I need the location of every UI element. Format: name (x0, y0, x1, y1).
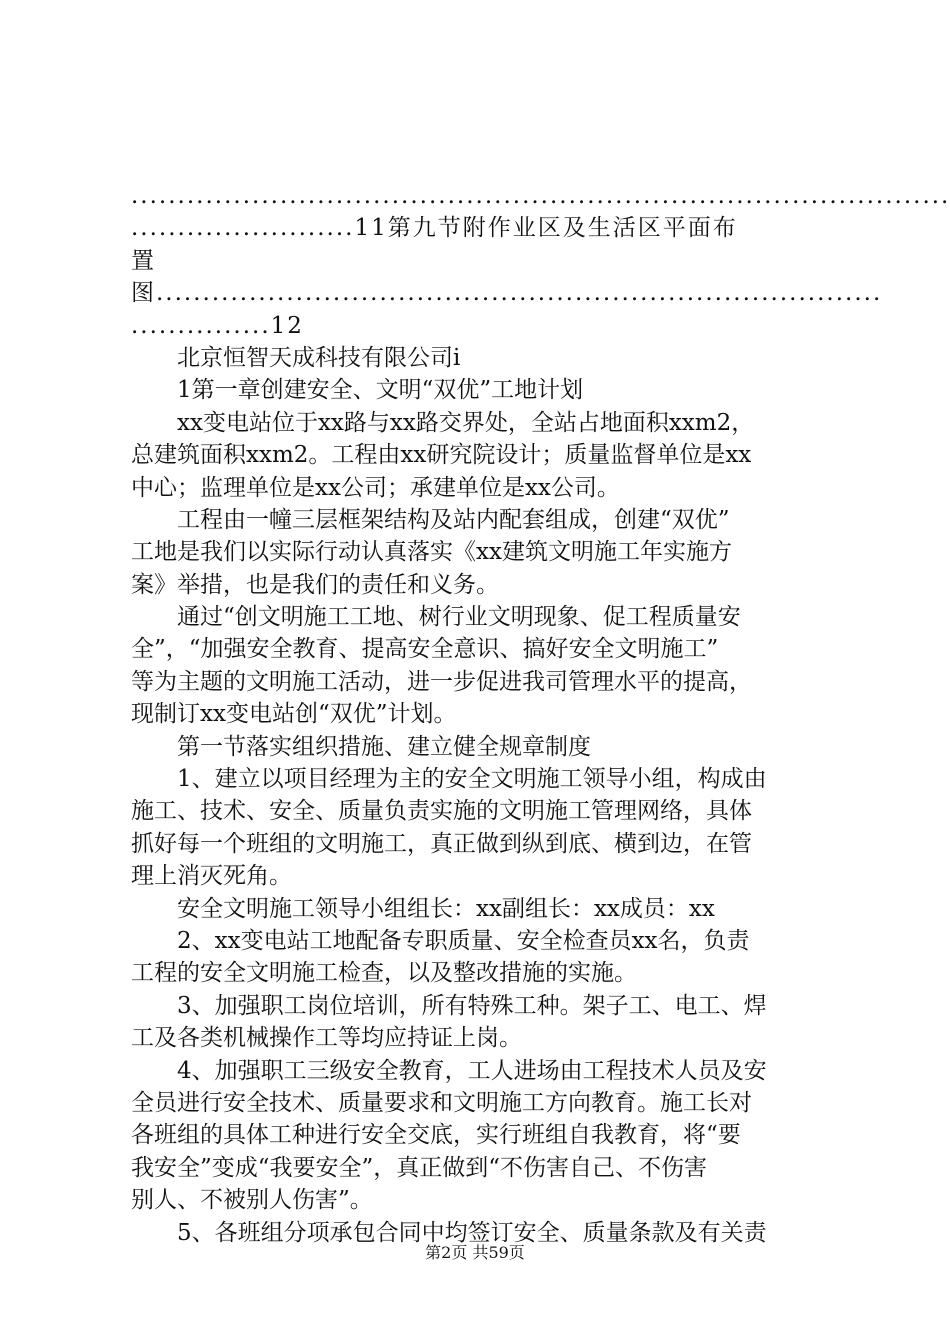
document-body (131, 180, 950, 1249)
paragraph-line: 总建筑面积xxm2。工程由xx研究院设计；质量监督单位是xx (131, 442, 752, 469)
paragraph-line: 全”，“加强安全教育、提高安全意识、搞好安全文明施工” (131, 636, 719, 663)
paragraph-line: 抓好每一个班组的文明施工，真正做到纵到底、横到边，在管 (131, 830, 752, 857)
toc-entry-continuation: 置 (131, 247, 154, 274)
paragraph-line: 案》举措，也是我们的责任和义务。 (131, 571, 499, 598)
paragraph-line: 4、加强职工三级安全教育，工人进场由工程技术人员及安 (177, 1057, 767, 1084)
paragraph-line: 等为主题的文明施工活动，进一步促进我司管理水平的提高， (131, 668, 752, 695)
toc-page-number-line: ...............12 (131, 312, 304, 339)
company-name-line: 北京恒智天成科技有限公司i (177, 344, 461, 371)
paragraph-line: 我安全”变成“我要安全”，真正做到“不伤害自己、不伤害 (131, 1154, 708, 1181)
paragraph-line: 1、建立以项目经理为主的安全文明施工领导小组，构成由 (177, 766, 767, 793)
paragraph-line: 工地是我们以实际行动认真落实《xx建筑文明施工年实施方 (131, 539, 732, 566)
chapter-heading: 1第一章创建安全、文明“双优”工地计划 (177, 377, 584, 404)
paragraph-line: 各班组的具体工种进行安全交底，实行班组自我教育，将“要 (131, 1122, 741, 1149)
toc-entry-section-9: ........................11第九节附作业区及生活区平面布 (131, 215, 738, 242)
toc-dot-leader-line: ........................................................................................ (131, 183, 950, 209)
paragraph-line: 施工、技术、安全、质量负责实施的文明施工管理网络，具体 (131, 798, 752, 825)
paragraph-line: 别人、不被别人伤害”。 (131, 1187, 373, 1214)
paragraph-line: 工及各类机械操作工等均应持证上岗。 (131, 1025, 522, 1052)
paragraph-line: 工程的安全文明施工检查，以及整改措施的实施。 (131, 960, 637, 987)
paragraph-line: 5、各班组分项承包合同中均签订安全、质量条款及有关责 (177, 1219, 767, 1246)
paragraph-line: xx变电站位于xx路与xx路交界处，全站占地面积xxm2， (177, 409, 755, 436)
page-footer: 第2页 共59页 (425, 1243, 525, 1262)
paragraph-line: 2、xx变电站工地配备专职质量、安全检查员xx名，负责 (177, 927, 750, 954)
paragraph-line: 工程由一幢三层框架结构及站内配套组成，创建“双优” (177, 506, 730, 533)
paragraph-line: 中心；监理单位是xx公司；承建单位是xx公司。 (131, 474, 620, 501)
toc-entry-continuation: 图.............................................................................. (131, 280, 883, 307)
paragraph-line: 3、加强职工岗位培训，所有特殊工种。架子工、电工、焊 (177, 992, 767, 1019)
paragraph-line: 全员进行安全技术、质量要求和文明施工方向教育。施工长对 (131, 1089, 752, 1116)
paragraph-line: 通过“创文明施工工地、树行业文明现象、促工程质量安 (177, 604, 741, 631)
paragraph-line: 安全文明施工领导小组组长：xx副组长：xx成员：xx (177, 895, 715, 922)
section-heading: 第一节落实组织措施、建立健全规章制度 (177, 733, 591, 760)
paragraph-line: 理上消灭死角。 (131, 863, 292, 890)
paragraph-line: 现制订xx变电站创“双优”计划。 (131, 701, 457, 728)
